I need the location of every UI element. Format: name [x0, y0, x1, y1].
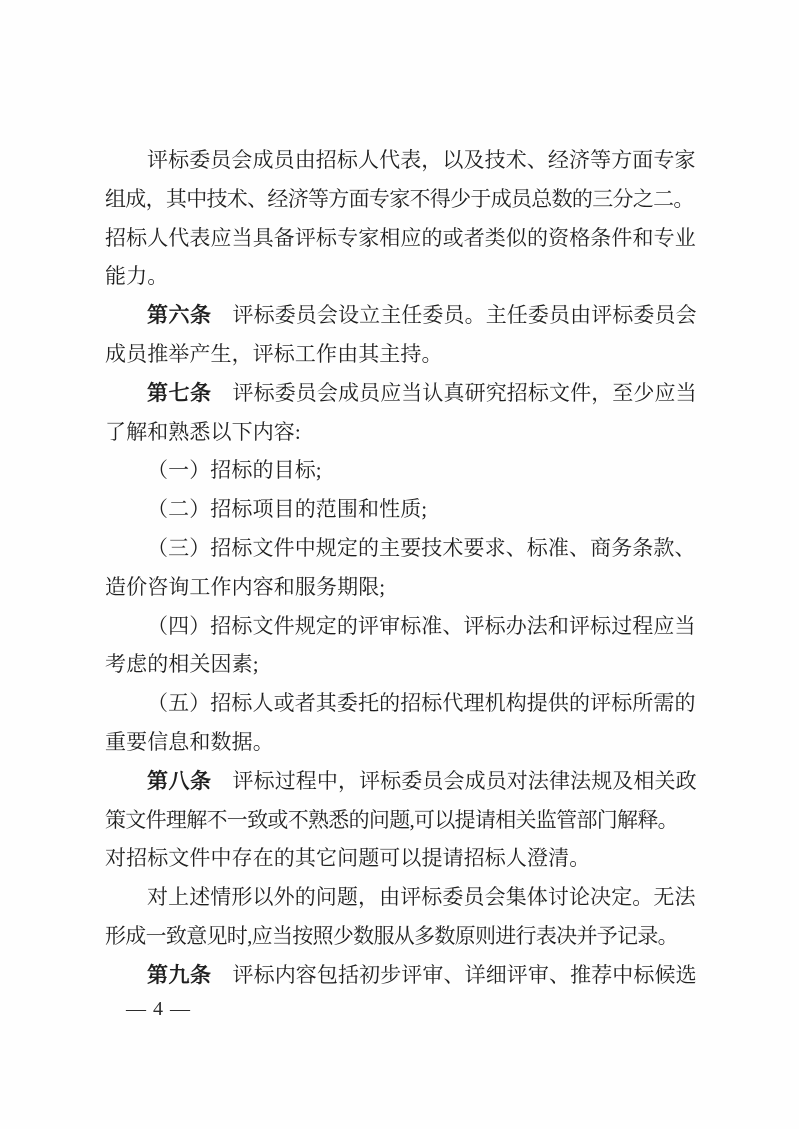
- article-heading: 第七条: [147, 380, 212, 405]
- text-line: [105, 956, 701, 995]
- line-text: 评标委员会成员由招标人代表，以及技术、经济等方面专家: [147, 148, 696, 172]
- line-text: 评标委员会成员应当认真研究招标文件，至少应当: [232, 380, 697, 405]
- line-text: （三）招标文件中规定的主要技术要求、标准、商务条款、: [147, 535, 696, 560]
- line-text: （二）招标项目的范围和性质;: [147, 497, 428, 522]
- text-line: [105, 568, 701, 607]
- line-text: 对招标文件中存在的其它问题可以提请招标人澄清。: [105, 846, 591, 871]
- text-line: [105, 607, 701, 646]
- text-line: [105, 257, 701, 296]
- line-text: 评标过程中，评标委员会成员对法律法规及相关政: [232, 768, 697, 793]
- text-line: [105, 917, 701, 956]
- line-text: 形成一致意见时,应当按照少数服从多数原则进行表决并予记录。: [105, 923, 678, 948]
- text-line: [105, 374, 701, 413]
- text-line: [105, 878, 701, 917]
- line-text: 考虑的相关因素;: [105, 652, 259, 677]
- text-line: [105, 684, 701, 723]
- line-text: 对上述情形以外的问题，由评标委员会集体讨论决定。无法: [147, 885, 696, 910]
- article-heading: 第九条: [147, 962, 212, 987]
- text-line: [105, 490, 701, 529]
- line-text: 策文件理解不一致或不熟悉的问题,可以提请相关监管部门解释。: [105, 807, 678, 832]
- line-text: （五）招标人或者其委托的招标代理机构提供的评标所需的: [147, 691, 696, 716]
- text-line: [105, 296, 701, 335]
- text-line: [105, 839, 701, 878]
- text-line: [105, 801, 701, 840]
- page-number: — 4 —: [126, 998, 191, 1020]
- text-line: [105, 762, 701, 801]
- document-body: [105, 141, 701, 995]
- line-text: 能力。: [105, 264, 169, 289]
- line-text: 成员推举产生，评标工作由其主持。: [105, 341, 443, 366]
- line-text: 重要信息和数据。: [105, 729, 274, 754]
- line-text: 评标委员会设立主任委员。主任委员由评标委员会: [232, 303, 697, 328]
- text-line: [105, 723, 701, 762]
- text-line: [105, 645, 701, 684]
- line-text: （一）招标的目标;: [147, 458, 322, 483]
- line-text: 评标内容包括初步评审、详细评审、推荐中标候选: [232, 962, 697, 987]
- text-line: [105, 413, 701, 452]
- line-text: 了解和熟悉以下内容:: [105, 419, 301, 444]
- article-heading: 第八条: [147, 768, 212, 793]
- text-line: [105, 335, 701, 374]
- text-line: [105, 141, 701, 180]
- text-line: [105, 180, 701, 219]
- line-text: 招标人代表应当具备评标专家相应的或者类似的资格条件和专业: [105, 225, 696, 250]
- line-text: 造价咨询工作内容和服务期限;: [105, 574, 386, 599]
- line-text: 组成，其中技术、经济等方面专家不得少于成员总数的三分之二。: [105, 186, 694, 211]
- line-text: （四）招标文件规定的评审标准、评标办法和评标过程应当: [147, 613, 696, 638]
- text-line: [105, 529, 701, 568]
- text-line: [105, 451, 701, 490]
- article-heading: 第六条: [147, 303, 212, 328]
- text-line: [105, 219, 701, 258]
